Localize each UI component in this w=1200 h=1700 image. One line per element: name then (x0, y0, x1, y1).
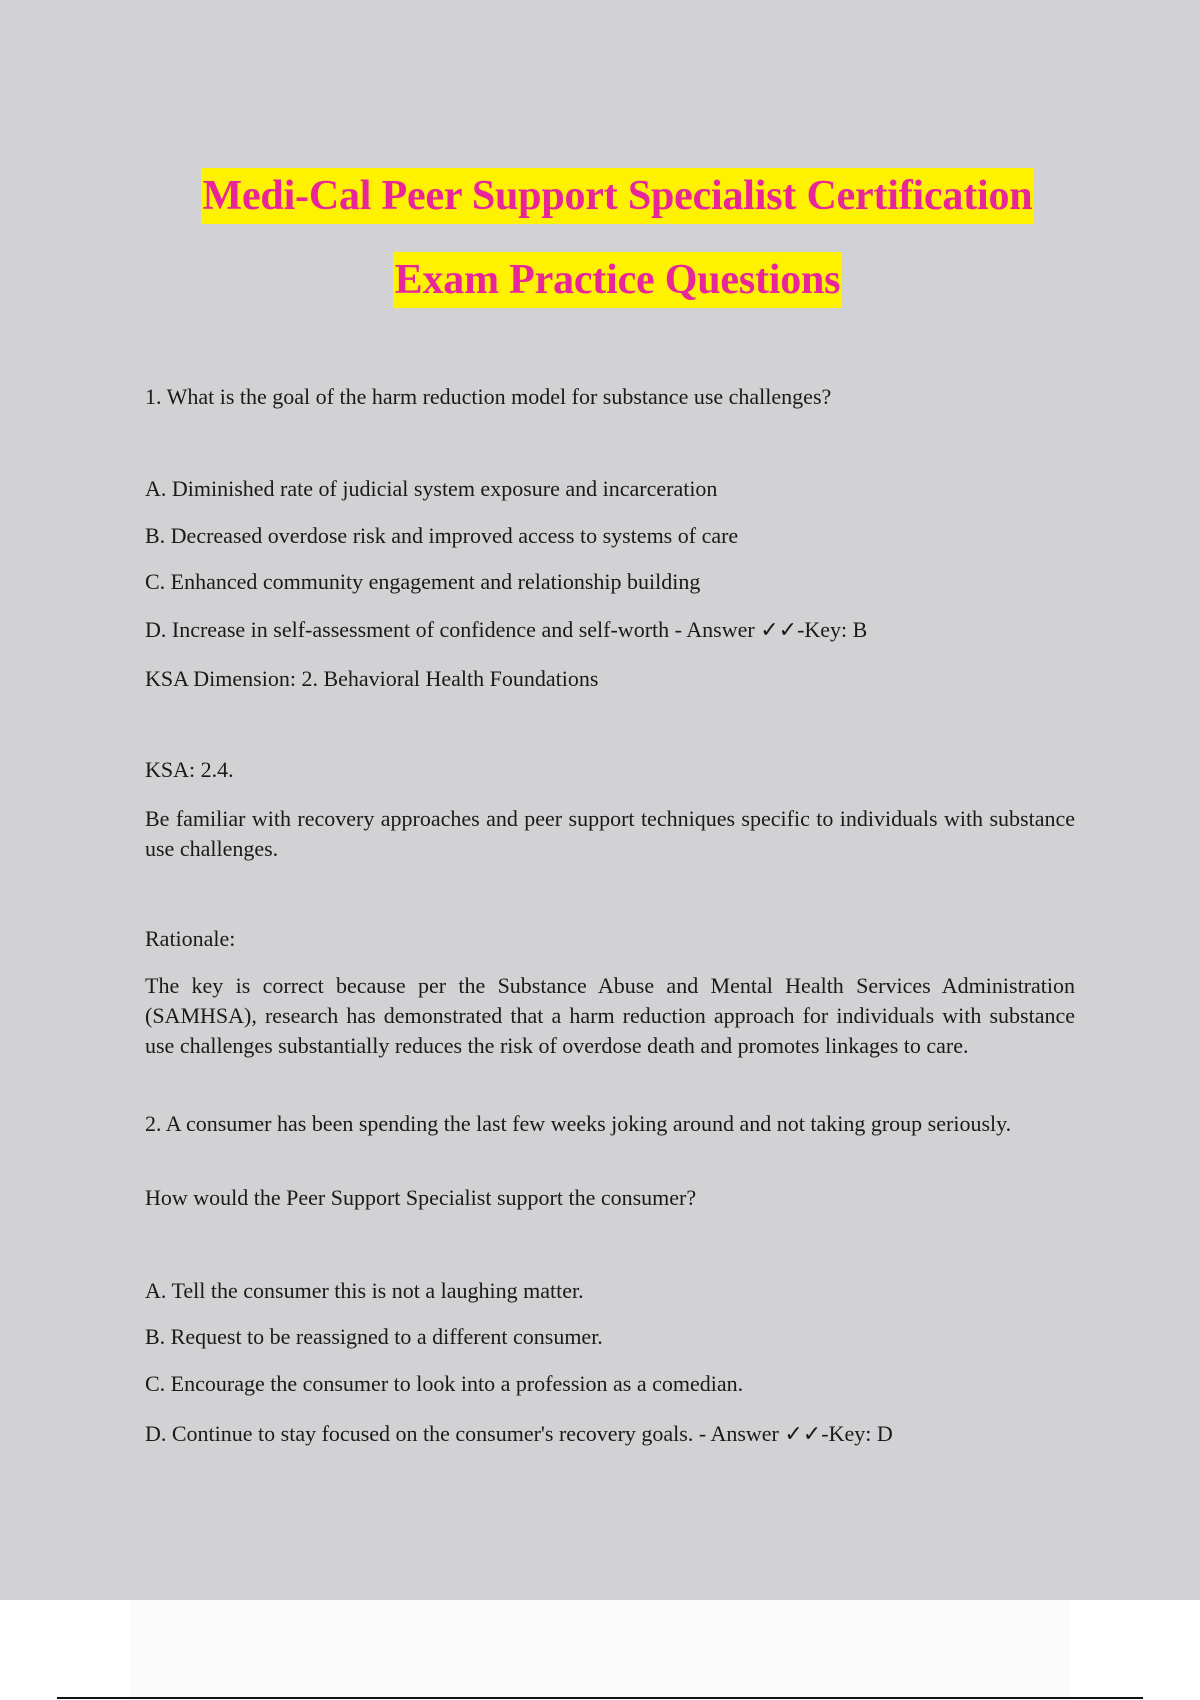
question-2-text: 2. A consumer has been spending the last few weeks joking around and not taking group seriously. (145, 1111, 1012, 1136)
ksa-code: KSA: 2.4. (145, 757, 234, 782)
question-2-option-d (145, 1419, 893, 1450)
question-1-option-d (145, 615, 867, 646)
question-1-option-b: B. Decreased overdose risk and improved access to systems of care (145, 523, 739, 548)
footer-divider (57, 1697, 1143, 1699)
rationale-text: The key is correct because per the Substance Abuse and Mental Health Services Administration (SAMHSA), research has demonstrated that a harm reduction approach for individuals with substance use challenges substantially reduces the risk of overdose death and promotes linkages to care. (145, 973, 1075, 1058)
document-title (0, 168, 1200, 308)
question-2-prompt: How would the Peer Support Specialist support the consumer? (145, 1185, 697, 1210)
option-d-text: D. Increase in self-assessment of confidence and self-worth - Answer (145, 617, 761, 642)
title-line-1: Medi-Cal Peer Support Specialist Certification (201, 168, 1035, 224)
question-2-option-a: A. Tell the consumer this is not a laughing matter. (145, 1278, 584, 1303)
title-line-2: Exam Practice Questions (393, 252, 843, 308)
question-1-option-a: A. Diminished rate of judicial system exposure and incarceration (145, 476, 718, 501)
question-1-option-c: C. Enhanced community engagement and relationship building (145, 569, 701, 594)
question-1-text: 1. What is the goal of the harm reduction model for substance use challenges? (145, 384, 832, 409)
ksa-dimension: KSA Dimension: 2. Behavioral Health Foundations (145, 666, 599, 691)
question-2-option-c: C. Encourage the consumer to look into a profession as a comedian. (145, 1371, 744, 1396)
answer-key: -Key: B (797, 617, 868, 642)
answer-key: -Key: D (821, 1421, 893, 1446)
ksa-description: Be familiar with recovery approaches and peer support techniques specific to individuals with substance use challenges. (145, 806, 1075, 861)
rationale-label: Rationale: (145, 926, 236, 951)
answer-check-icon: ✓✓ (760, 618, 798, 643)
footer-area (130, 1600, 1070, 1700)
answer-check-icon: ✓✓ (784, 1422, 822, 1447)
question-2-option-b: B. Request to be reassigned to a different consumer. (145, 1324, 603, 1349)
option-d-text: D. Continue to stay focused on the consumer's recovery goals. - Answer (145, 1421, 785, 1446)
